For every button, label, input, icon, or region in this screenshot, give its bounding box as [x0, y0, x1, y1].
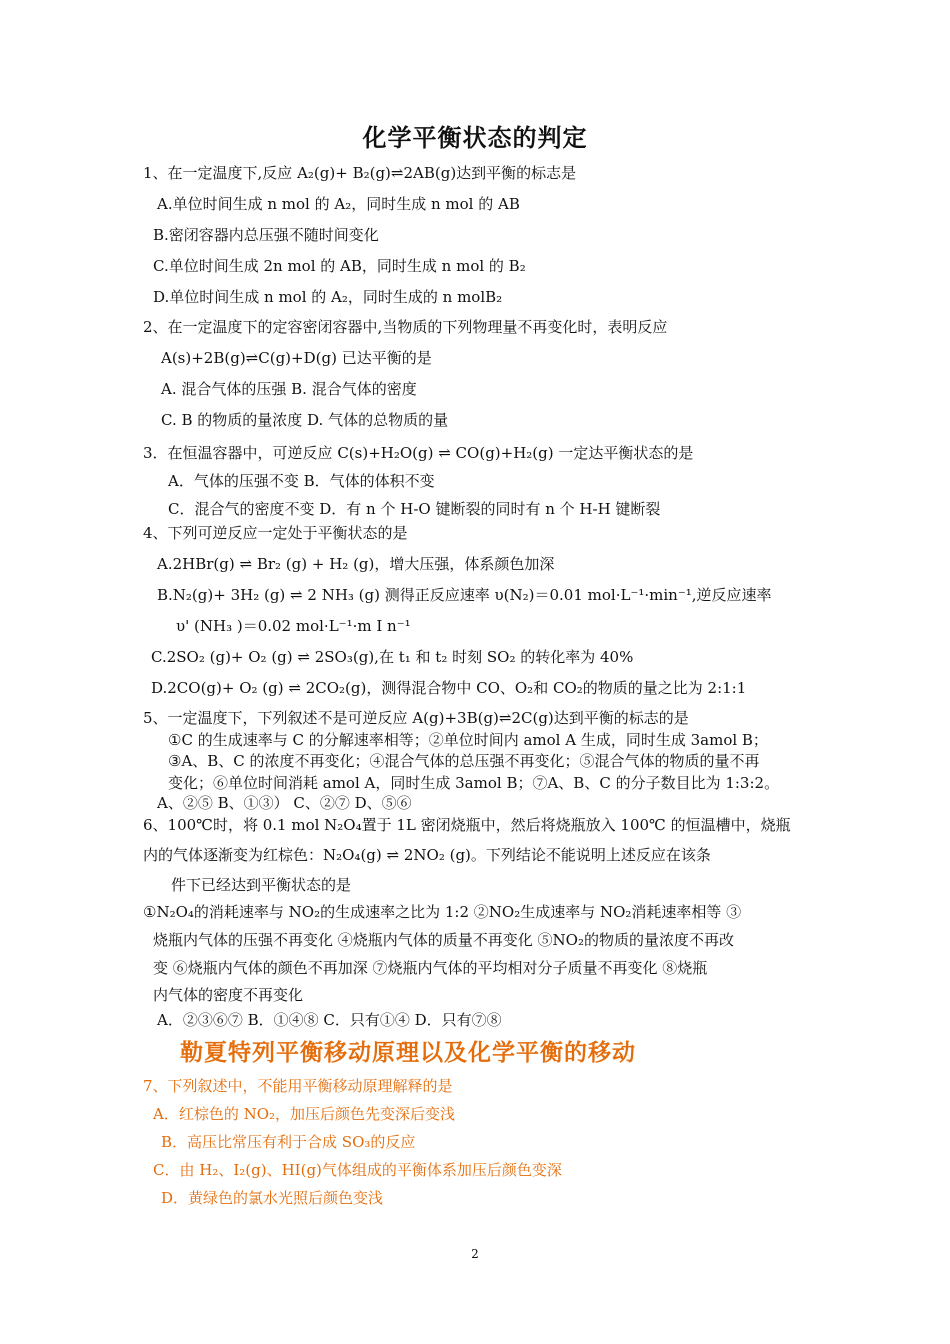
text-line: 6、100℃时，将 0.1 mol N₂O₄置于 1L 密闭烧瓶中，然后将烧瓶放入 100℃ 的恒温槽中，烧瓶 [143, 816, 791, 834]
text-line: C．由 H₂、I₂(g)、HI(g)气体组成的平衡体系加压后颜色变深 [153, 1161, 562, 1179]
text-line: A.2HBr(g) ⇌ Br₂ (g) + H₂ (g)，增大压强，体系颜色加深 [157, 555, 555, 573]
text-line: 内的气体逐渐变为红棕色：N₂O₄(g) ⇌ 2NO₂ (g)。下列结论不能说明上述反应在该条 [143, 846, 711, 864]
text-line: A.单位时间生成 n mol 的 A₂，同时生成 n mol 的 AB [157, 195, 520, 213]
text-line: 件下已经达到平衡状态的是 [171, 876, 352, 894]
text-line: υ' (NH₃ )＝0.02 mol·L⁻¹·m I n⁻¹ [176, 617, 411, 635]
text-line: ①N₂O₄的消耗速率与 NO₂的生成速率之比为 1:2 ②NO₂生成速率与 NO₂消耗速率相等 ③ [143, 903, 742, 921]
page-title: 化学平衡状态的判定 [362, 124, 588, 152]
text-line: A(s)+2B(g)⇌C(g)+D(g) 已达平衡的是 [161, 349, 432, 367]
text-line: 3．在恒温容器中，可逆反应 C(s)+H₂O(g) ⇌ CO(g)+H₂(g) 一定达平衡状态的是 [143, 444, 694, 462]
text-line: D.2CO(g)+ O₂ (g) ⇌ 2CO₂(g)，测得混合物中 CO、O₂和 CO₂的物质的量之比为 2:1:1 [151, 679, 747, 697]
text-line: 5、一定温度下，下列叙述不是可逆反应 A(g)+3B(g)⇌2C(g)达到平衡的标志的是 [143, 709, 689, 727]
text-line: B.密闭容器内总压强不随时间变化 [153, 226, 379, 244]
section-title: 勒夏特列平衡移动原理以及化学平衡的移动 [180, 1040, 636, 1066]
text-line: B．高压比常压有利于合成 SO₃的反应 [161, 1133, 416, 1151]
text-line: C. B 的物质的量浓度 D. 气体的总物质的量 [161, 411, 449, 429]
text-line: 2、在一定温度下的定容密闭容器中,当物质的下列物理量不再变化时，表明反应 [143, 318, 668, 336]
text-line: C．混合气的密度不变 D．有 n 个 H-O 键断裂的同时有 n 个 H-H 键断裂 [168, 500, 661, 518]
text-line: 1、在一定温度下,反应 A₂(g)+ B₂(g)⇌2AB(g)达到平衡的标志是 [143, 164, 577, 182]
text-line: A．气体的压强不变 B．气体的体积不变 [168, 472, 435, 490]
text-line: ③A、B、C 的浓度不再变化；④混合气体的总压强不再变化；⑤混合气体的物质的量不再 [168, 752, 760, 770]
text-line: B.N₂(g)+ 3H₂ (g) ⇌ 2 NH₃ (g) 测得正反应速率 υ(N₂)＝0.01 mol·L⁻¹·min⁻¹,逆反应速率 [157, 586, 772, 604]
text-line: C.2SO₂ (g)+ O₂ (g) ⇌ 2SO₃(g),在 t₁ 和 t₂ 时刻 SO₂ 的转化率为 40% [151, 648, 634, 666]
text-line: 内气体的密度不再变化 [153, 986, 304, 1004]
text-line: 变化；⑥单位时间消耗 amol A，同时生成 3amol B；⑦A、B、C 的分子数目比为 1:3:2。 [168, 774, 780, 792]
page-number: 2 [471, 1247, 479, 1261]
text-line: A. 混合气体的压强 B. 混合气体的密度 [161, 380, 417, 398]
text-line: 变 ⑥烧瓶内气体的颜色不再加深 ⑦烧瓶内气体的平均相对分子质量不再变化 ⑧烧瓶 [153, 959, 708, 977]
text-line: 烧瓶内气体的压强不再变化 ④烧瓶内气体的质量不再变化 ⑤NO₂的物质的量浓度不再改 [153, 931, 734, 949]
text-line: C.单位时间生成 2n mol 的 AB，同时生成 n mol 的 B₂ [153, 257, 526, 275]
text-line: 7、下列叙述中，不能用平衡移动原理解释的是 [143, 1077, 453, 1095]
text-line: D.单位时间生成 n mol 的 A₂，同时生成的 n molB₂ [153, 288, 503, 306]
text-line: A、②⑤ B、①③） C、②⑦ D、⑤⑥ [157, 794, 412, 812]
text-line: A．红棕色的 NO₂，加压后颜色先变深后变浅 [153, 1105, 456, 1123]
text-line: 4、下列可逆反应一定处于平衡状态的是 [143, 524, 408, 542]
text-line: A．②③⑥⑦ B．①④⑧ C．只有①④ D．只有⑦⑧ [157, 1011, 502, 1029]
text-line: D．黄绿色的氯水光照后颜色变浅 [161, 1189, 384, 1207]
text-line: ①C 的生成速率与 C 的分解速率相等；②单位时间内 amol A 生成，同时生成 3amol B； [168, 731, 768, 749]
